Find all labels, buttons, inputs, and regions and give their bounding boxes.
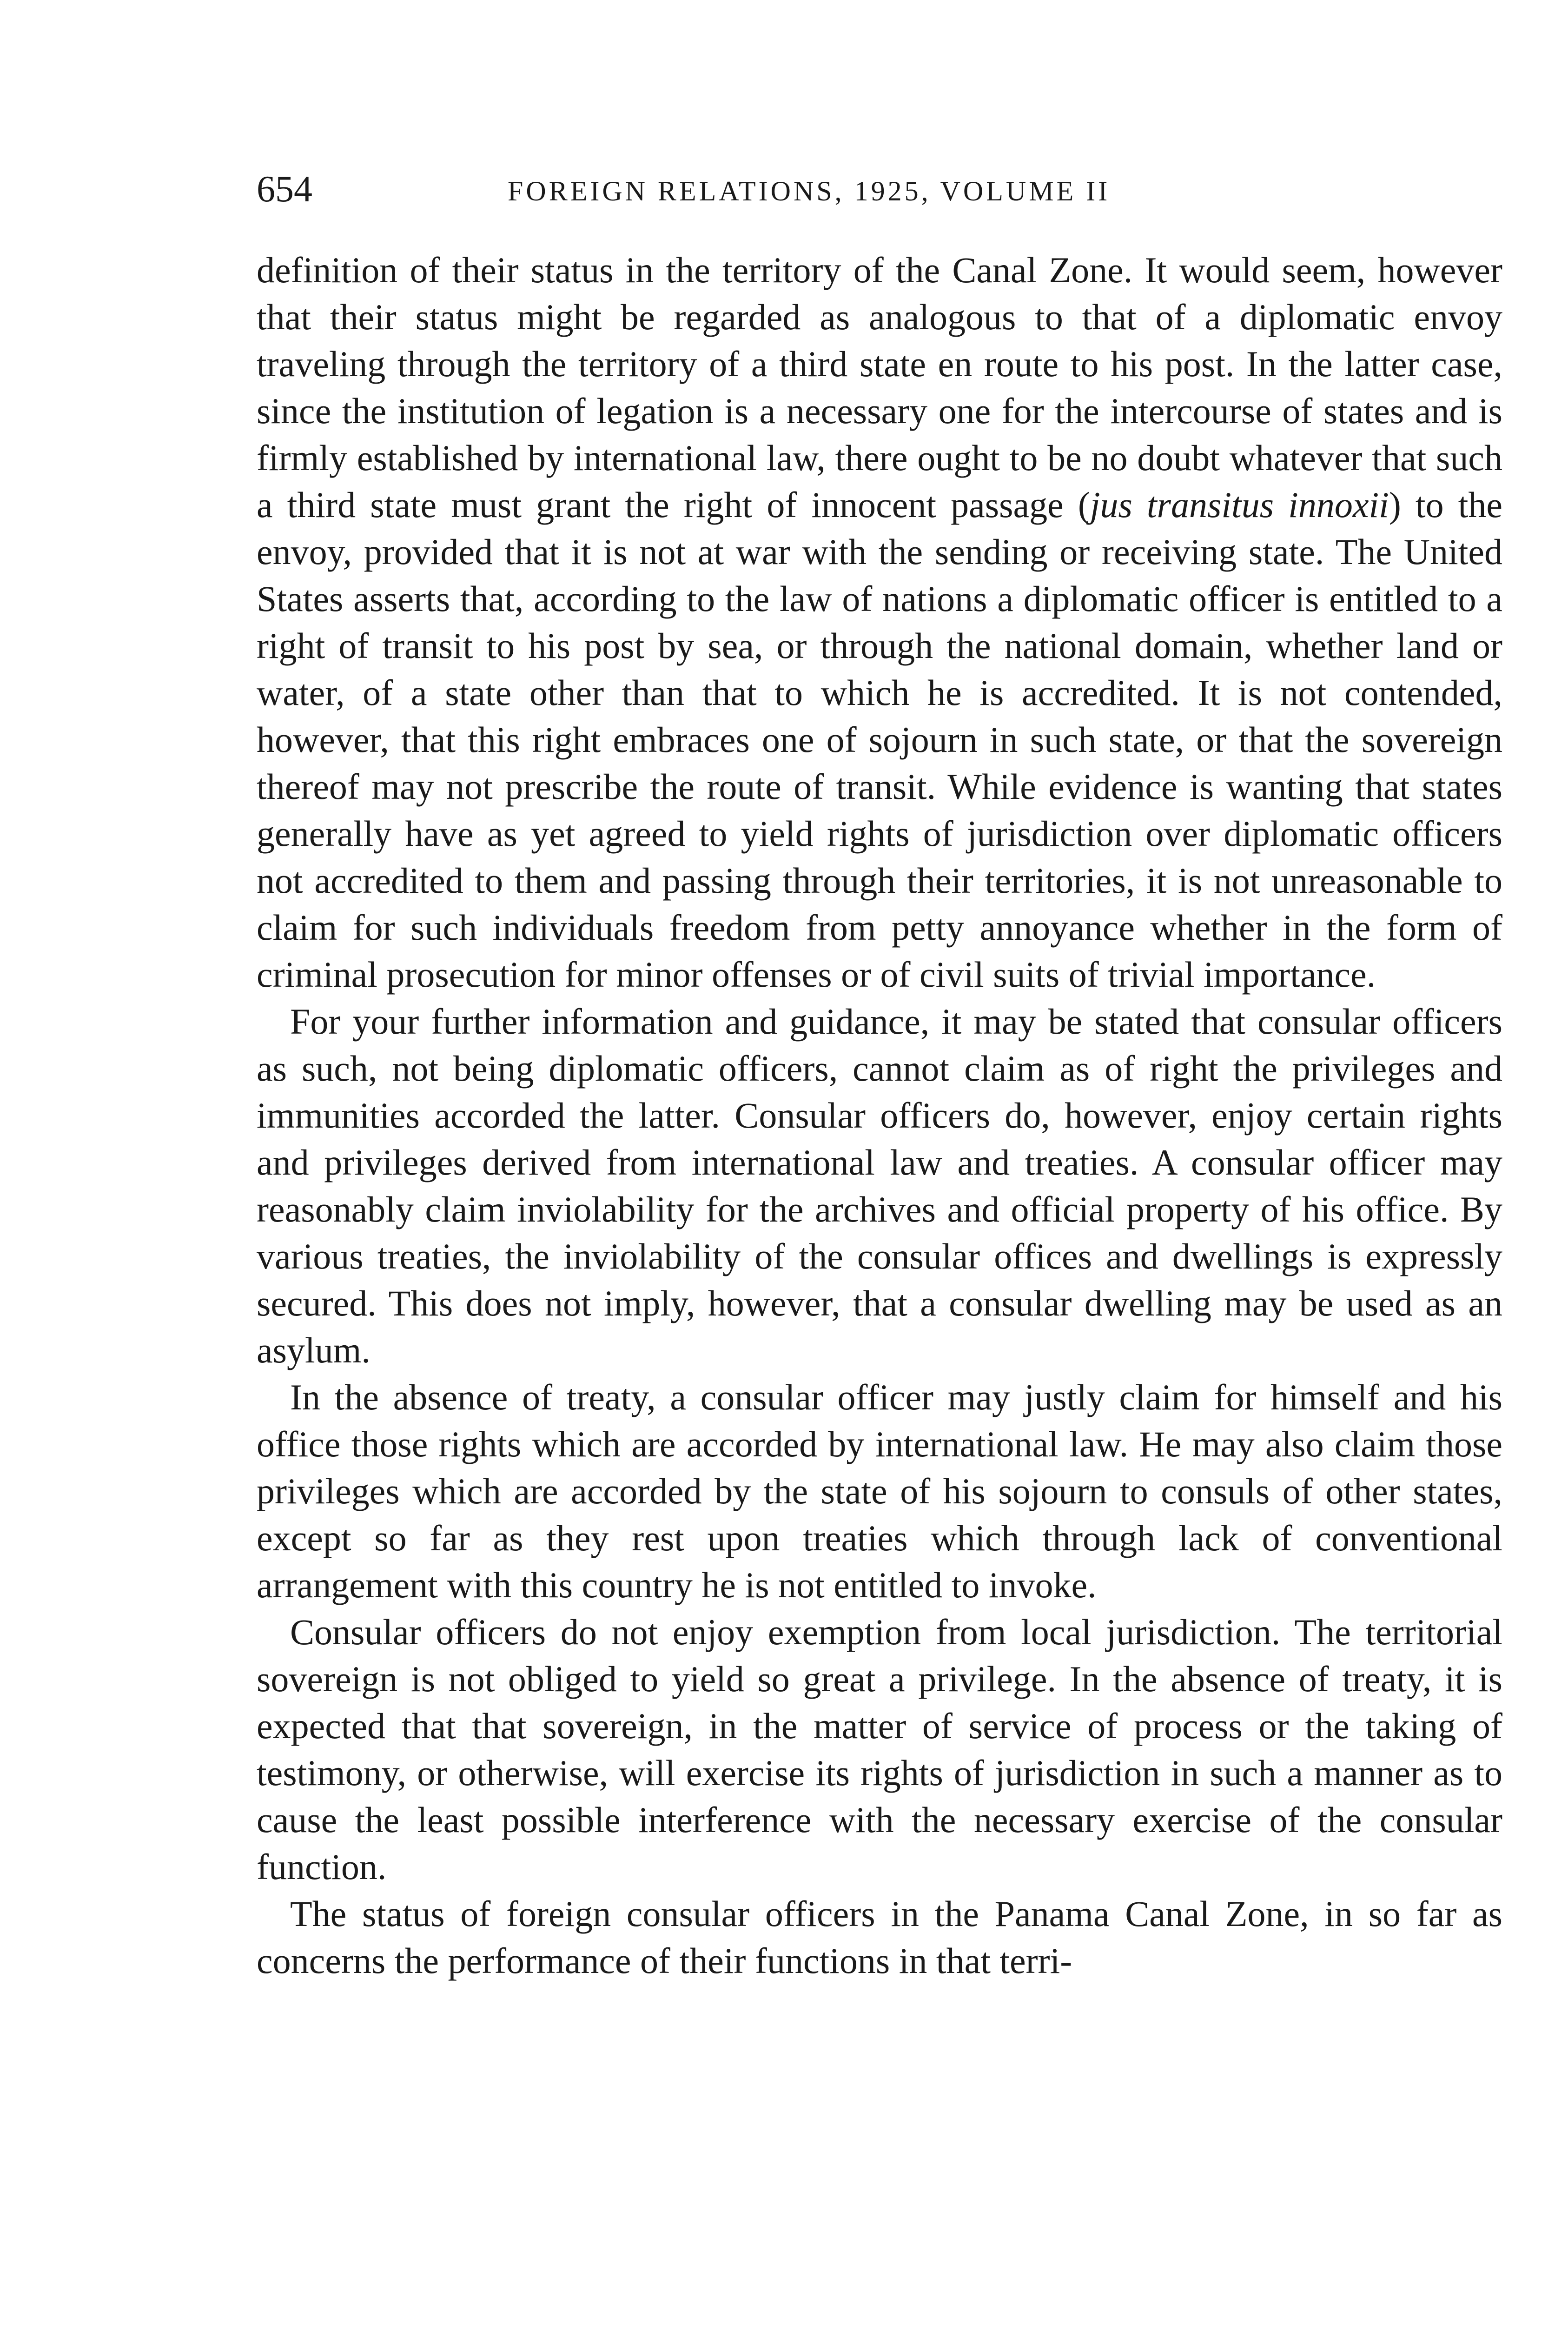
latin-phrase-italic: jus transitus innoxii — [1090, 485, 1389, 525]
body-text — [257, 246, 1502, 1984]
page-number: 654 — [257, 169, 312, 210]
paragraph-5: The status of foreign consular officers in the Panama Canal Zone, in so far as concerns the performance of their functions in that terri- — [257, 1893, 1502, 1981]
paragraph-1-text-before-italic: definition of their status in the territory of the Canal Zone. It would seem, however that their status might be regarded as analogous to that of a diplomatic envoy traveling through the territory of a third state en route to his post. In the latter case, since the institution of legation is a necessary one for the intercourse of states and is firmly established by international law, there ought to be no doubt whatever that such a third state must grant the right of innocent passage ( — [257, 250, 1502, 525]
running-head: FOREIGN RELATIONS, 1925, VOLUME II — [508, 176, 1111, 206]
paragraph-1 — [257, 246, 1502, 998]
paragraph-3: In the absence of treaty, a consular officer may justly claim for himself and his office those rights which are accorded by international law. He may also claim those privileges which are accorded by the state of his sojourn to consuls of other states, except so far as they rest upon treaties which through lack of conventional arrangement with this country he is not entitled to invoke. — [257, 1377, 1502, 1605]
page-header — [257, 164, 1298, 215]
paragraph-4: Consular officers do not enjoy exemption from local jurisdiction. The territorial sovereign is not obliged to yield so great a privilege. In the absence of treaty, it is expected that that sovereign, in the matter of service of process or the taking of testimony, or otherwise, will exercise its rights of jurisdiction in such a manner as to cause the least possible interference with the necessary exercise of the consular function. — [257, 1612, 1502, 1887]
paragraph-2: For your further information and guidance, it may be stated that consular officers as such, not being diplomatic officers, cannot claim as of right the privileges and immunities accorded the latter. Consular officers do, however, enjoy certain rights and privileges derived from international law and treaties. A consular officer may reasonably claim inviolability for the archives and official property of his office. By various treaties, the inviolability of the consular offices and dwellings is expressly secured. This does not imply, however, that a consular dwelling may be used as an asylum. — [257, 1001, 1502, 1370]
paragraph-1-text-after-italic: ) to the envoy, provided that it is not at war with the sending or receiving state. The United States asserts that, according to the law of nations a diplomatic officer is entitled to a right of transit to his post by sea, or through the national domain, whether land or water, of a state other than that to which he is accredited. It is not contended, however, that this right embraces one of sojourn in such state, or that the sovereign thereof may not prescribe the route of transit. While evidence is wanting that states generally have as yet agreed to yield rights of jurisdiction over diplomatic officers not accredited to them and passing through their territories, it is not unreasonable to claim for such individuals freedom from petty annoyance whether in the form of criminal prosecution for minor offenses or of civil suits of trivial importance. — [257, 485, 1503, 995]
